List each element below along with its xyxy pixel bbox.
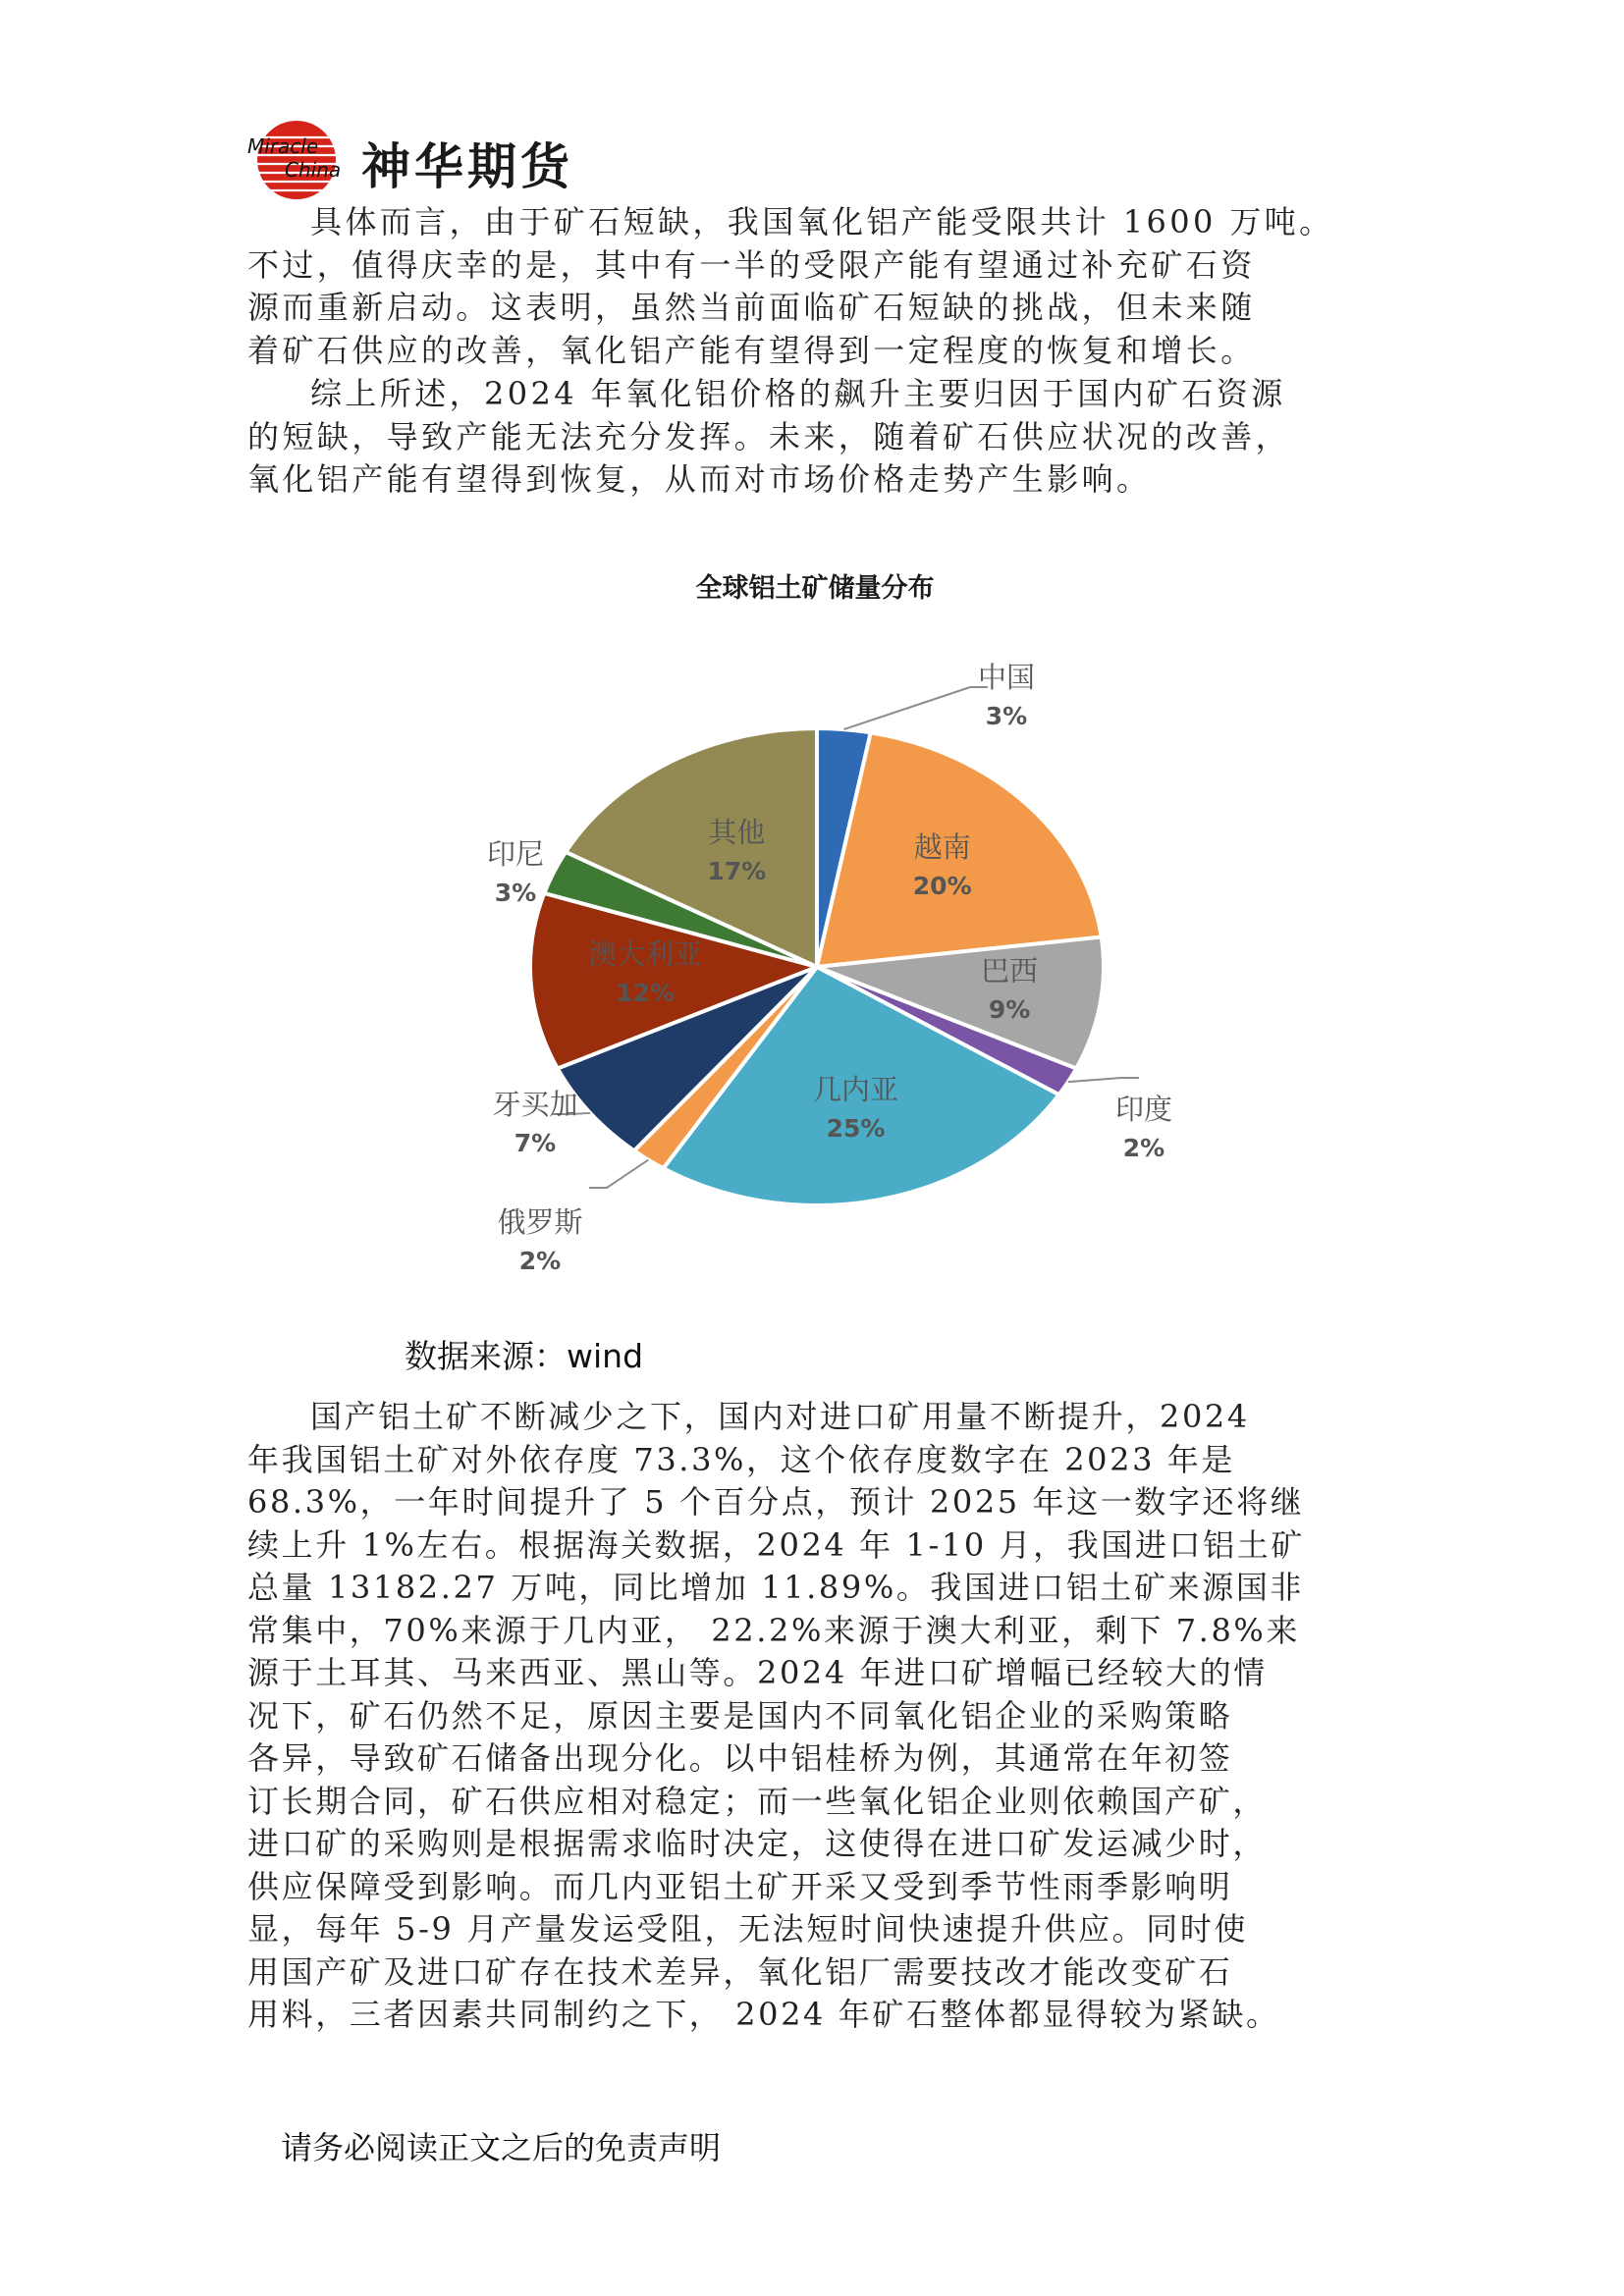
- page-header: [245, 116, 835, 204]
- paragraph-line: 各异，导致矿石储备出现分化。以中铝桂桥为例，其通常在年初签: [247, 1739, 1233, 1777]
- slice-name-label: 印度: [1114, 1093, 1173, 1126]
- paragraph-line: 用料，三者因素共同制约之下， 2024 年矿石整体都显得较为紧缺。: [247, 1996, 1280, 2033]
- slice-name-label: 其他: [708, 815, 766, 849]
- slice-value-label: 7%: [514, 1129, 557, 1157]
- chart-title: 全球铝土矿储量分布: [695, 573, 935, 604]
- paragraph-line: 具体而言，由于矿石短缺，我国氧化铝产能受限共计 1600 万吨。: [310, 203, 1334, 240]
- brand-name: 神华期货: [361, 138, 573, 195]
- paragraph-2: [247, 373, 1386, 502]
- slice-value-label: 3%: [985, 702, 1028, 730]
- paragraph-line: 国产铝土矿不断减少之下，国内对进口矿用量不断提升，2024: [310, 1398, 1250, 1435]
- slice-name-label: 越南: [913, 830, 971, 865]
- leader-line-5: [589, 1160, 648, 1188]
- paragraph-line: 总量 13182.27 万吨，同比增加 11.89%。我国进口铝土矿来源国非: [247, 1569, 1305, 1606]
- pie-chart: [393, 550, 1237, 1296]
- slice-value-label: 17%: [707, 856, 767, 885]
- slice-name-label: 巴西: [981, 953, 1039, 988]
- slice-value-label: 12%: [616, 979, 676, 1008]
- paragraph-line: 68.3%，一年时间提升了 5 个百分点，预计 2025 年这一数字还将继: [247, 1483, 1305, 1521]
- data-source: 数据来源：wind: [405, 1337, 644, 1375]
- paragraph-line: 供应保障受到影响。而几内亚铝土矿开采又受到季节性雨季影响明: [247, 1867, 1233, 1905]
- paragraph-line: 常集中，70%来源于几内亚， 22.2%来源于澳大利亚，剩下 7.8%来: [247, 1611, 1301, 1649]
- paragraph-line: 源于土耳其、马来西亚、黑山等。2024 年进口矿增幅已经较大的情: [247, 1654, 1268, 1691]
- slice-value-label: 2%: [518, 1247, 562, 1275]
- paragraph-line: 的短缺，导致产能无法充分发挥。未来，随着矿石供应状况的改善，: [247, 417, 1291, 455]
- miracle-china-logo: [245, 116, 353, 204]
- disclaimer-notice: 请务必阅读正文之后的免责声明: [281, 2129, 722, 2166]
- paragraph-line: 用国产矿及进口矿存在技术差异，氧化铝厂需要技改才能改变矿石: [247, 1952, 1233, 1991]
- slice-name-label: 几内亚: [812, 1073, 899, 1107]
- leader-line-0: [843, 687, 988, 729]
- slice-value-label: 25%: [826, 1114, 886, 1144]
- slice-name-label: 牙买加: [492, 1088, 578, 1121]
- slice-value-label: 3%: [494, 879, 537, 907]
- paragraph-line: 源而重新启动。这表明，虽然当前面临矿石短缺的挑战，但未来随: [247, 289, 1256, 326]
- slice-value-label: 20%: [912, 872, 972, 901]
- paragraph-line: 年我国铝土矿对外依存度 73.3%，这个依存度数字在 2023 年是: [247, 1440, 1236, 1478]
- paragraph-line: 综上所述，2024 年氧化铝价格的飙升主要归因于国内矿石资源: [310, 375, 1286, 412]
- slice-value-label: 2%: [1122, 1134, 1165, 1162]
- paragraph-1: [247, 201, 1386, 372]
- paragraph-line: 着矿石供应的改善，氧化铝产能有望得到一定程度的恢复和增长。: [247, 331, 1256, 369]
- paragraph-line: 氧化铝产能有望得到恢复，从而对市场价格走势产生影响。: [247, 460, 1152, 498]
- paragraph-line: 显，每年 5-9 月产量发运受阻，无法短时间快速提升供应。同时使: [247, 1910, 1249, 1948]
- slice-name-label: 中国: [977, 661, 1036, 694]
- slice-value-label: 9%: [988, 994, 1031, 1024]
- slice-name-label: 印尼: [486, 837, 545, 871]
- paragraph-3: [247, 1396, 1386, 2037]
- leader-line-3: [1068, 1078, 1139, 1082]
- paragraph-line: 续上升 1%左右。根据海关数据，2024 年 1-10 月，我国进口铝土矿: [247, 1525, 1305, 1564]
- slice-name-label: 俄罗斯: [497, 1205, 583, 1239]
- paragraph-line: 进口矿的采购则是根据需求临时决定，这使得在进口矿发运减少时，: [247, 1825, 1268, 1862]
- paragraph-line: 不过，值得庆幸的是，其中有一半的受限产能有望通过补充矿石资: [247, 245, 1256, 284]
- logo-text-line1: Miracle: [247, 134, 319, 158]
- logo-text-line2: China: [285, 158, 342, 182]
- paragraph-line: 况下，矿石仍然不足，原因主要是国内不同氧化铝企业的采购策略: [247, 1696, 1233, 1735]
- paragraph-line: 订长期合同，矿石供应相对稳定；而一些氧化铝企业则依赖国产矿，: [247, 1782, 1268, 1820]
- slice-name-label: 澳大利亚: [588, 937, 703, 972]
